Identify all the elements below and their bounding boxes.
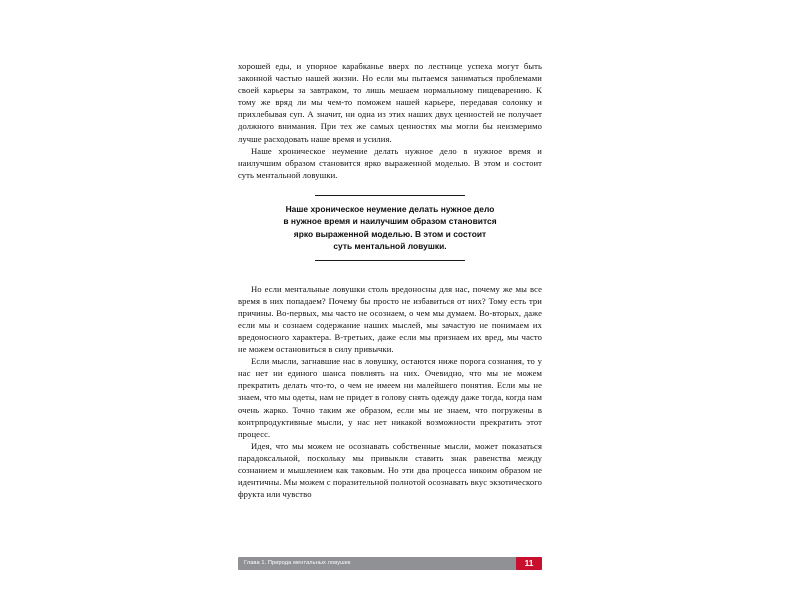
paragraph: Наше хроническое неумение делать нужное дело в нужное время и наилучшим образом становится ярко выраженной моделью. В этом и состоит суть ментальной ловушки.	[238, 145, 542, 180]
paragraph: Идея, что мы можем не осознавать собственные мысли, может показаться парадоксальной, поскольку мы привыкли ставить знак равенства между сознанием и мышлением как таковым. Но эти два процесса никоим образом не идентичны. Мы можем с поразительной полнотой осознавать вкус экзотического фрукта или чувство	[238, 440, 542, 500]
page-number: 11	[524, 558, 534, 568]
page-content	[238, 60, 542, 500]
paragraph: Если мысли, загнавшие нас в ловушку, остаются ниже порога сознания, то у нас нет ни единого шанса повлиять на них. Очевидно, что мы не можем прекратить делать что-то, о чем не имеем ни малейшего понятия. Если мы не знаем, что мы одеты, нам не придет в голову снять одежду даже тогда, когда нам очень жарко. Точно таким же образом, если мы не знаем, что погружены в контрпродуктивные мысли, у нас нет никакой возможности прекратить этот процесс.	[238, 356, 542, 439]
pullquote-line: ярко выраженной моделью. В этом и состоит	[293, 228, 487, 239]
footer-chapter-label: Глава 1. Природа ментальных ловушек	[244, 560, 351, 566]
pullquote-line: Наше хроническое неумение делать нужное дело	[285, 203, 495, 214]
pullquote	[238, 195, 542, 261]
pullquote-line: суть ментальной ловушки.	[333, 241, 447, 252]
pullquote-top-rule	[315, 195, 465, 196]
pullquote-line: в нужное время и наилучшим образом становится	[283, 216, 497, 227]
paragraph: хорошей еды, и упорное карабканье вверх по лестнице успеха могут быть законной частью нашей жизни. Но если мы пытаемся заниматься проблемами своей карьеры за завтраком, то лишь мешаем нормальному пищеварению. К тому же вряд ли мы чем-то поможем нашей карьере, передавая солонку и прихлебывая суп. А значит, ни одна из этих наших двух ценностей не получает должного внимания. При тех же самых ценностях мы могли бы неизмеримо лучше расходовать наше время и усилия.	[238, 61, 542, 144]
pullquote-bottom-rule	[315, 260, 465, 261]
page-footer	[238, 557, 542, 570]
paragraph: Но если ментальные ловушки столь вредоносны для нас, почему же мы все время в них попадаем? Почему бы просто не избавиться от них? Тому есть три причины. Во-первых, мы часто не осознаем, о чем мы думаем. Во-вторых, даже если мы и сознаем содержание наших мыслей, мы зачастую не понимаем их вредоносного характера. В-третьих, даже если мы признаем их вред, мы часто не можем остановиться в силу привычки.	[238, 283, 542, 355]
